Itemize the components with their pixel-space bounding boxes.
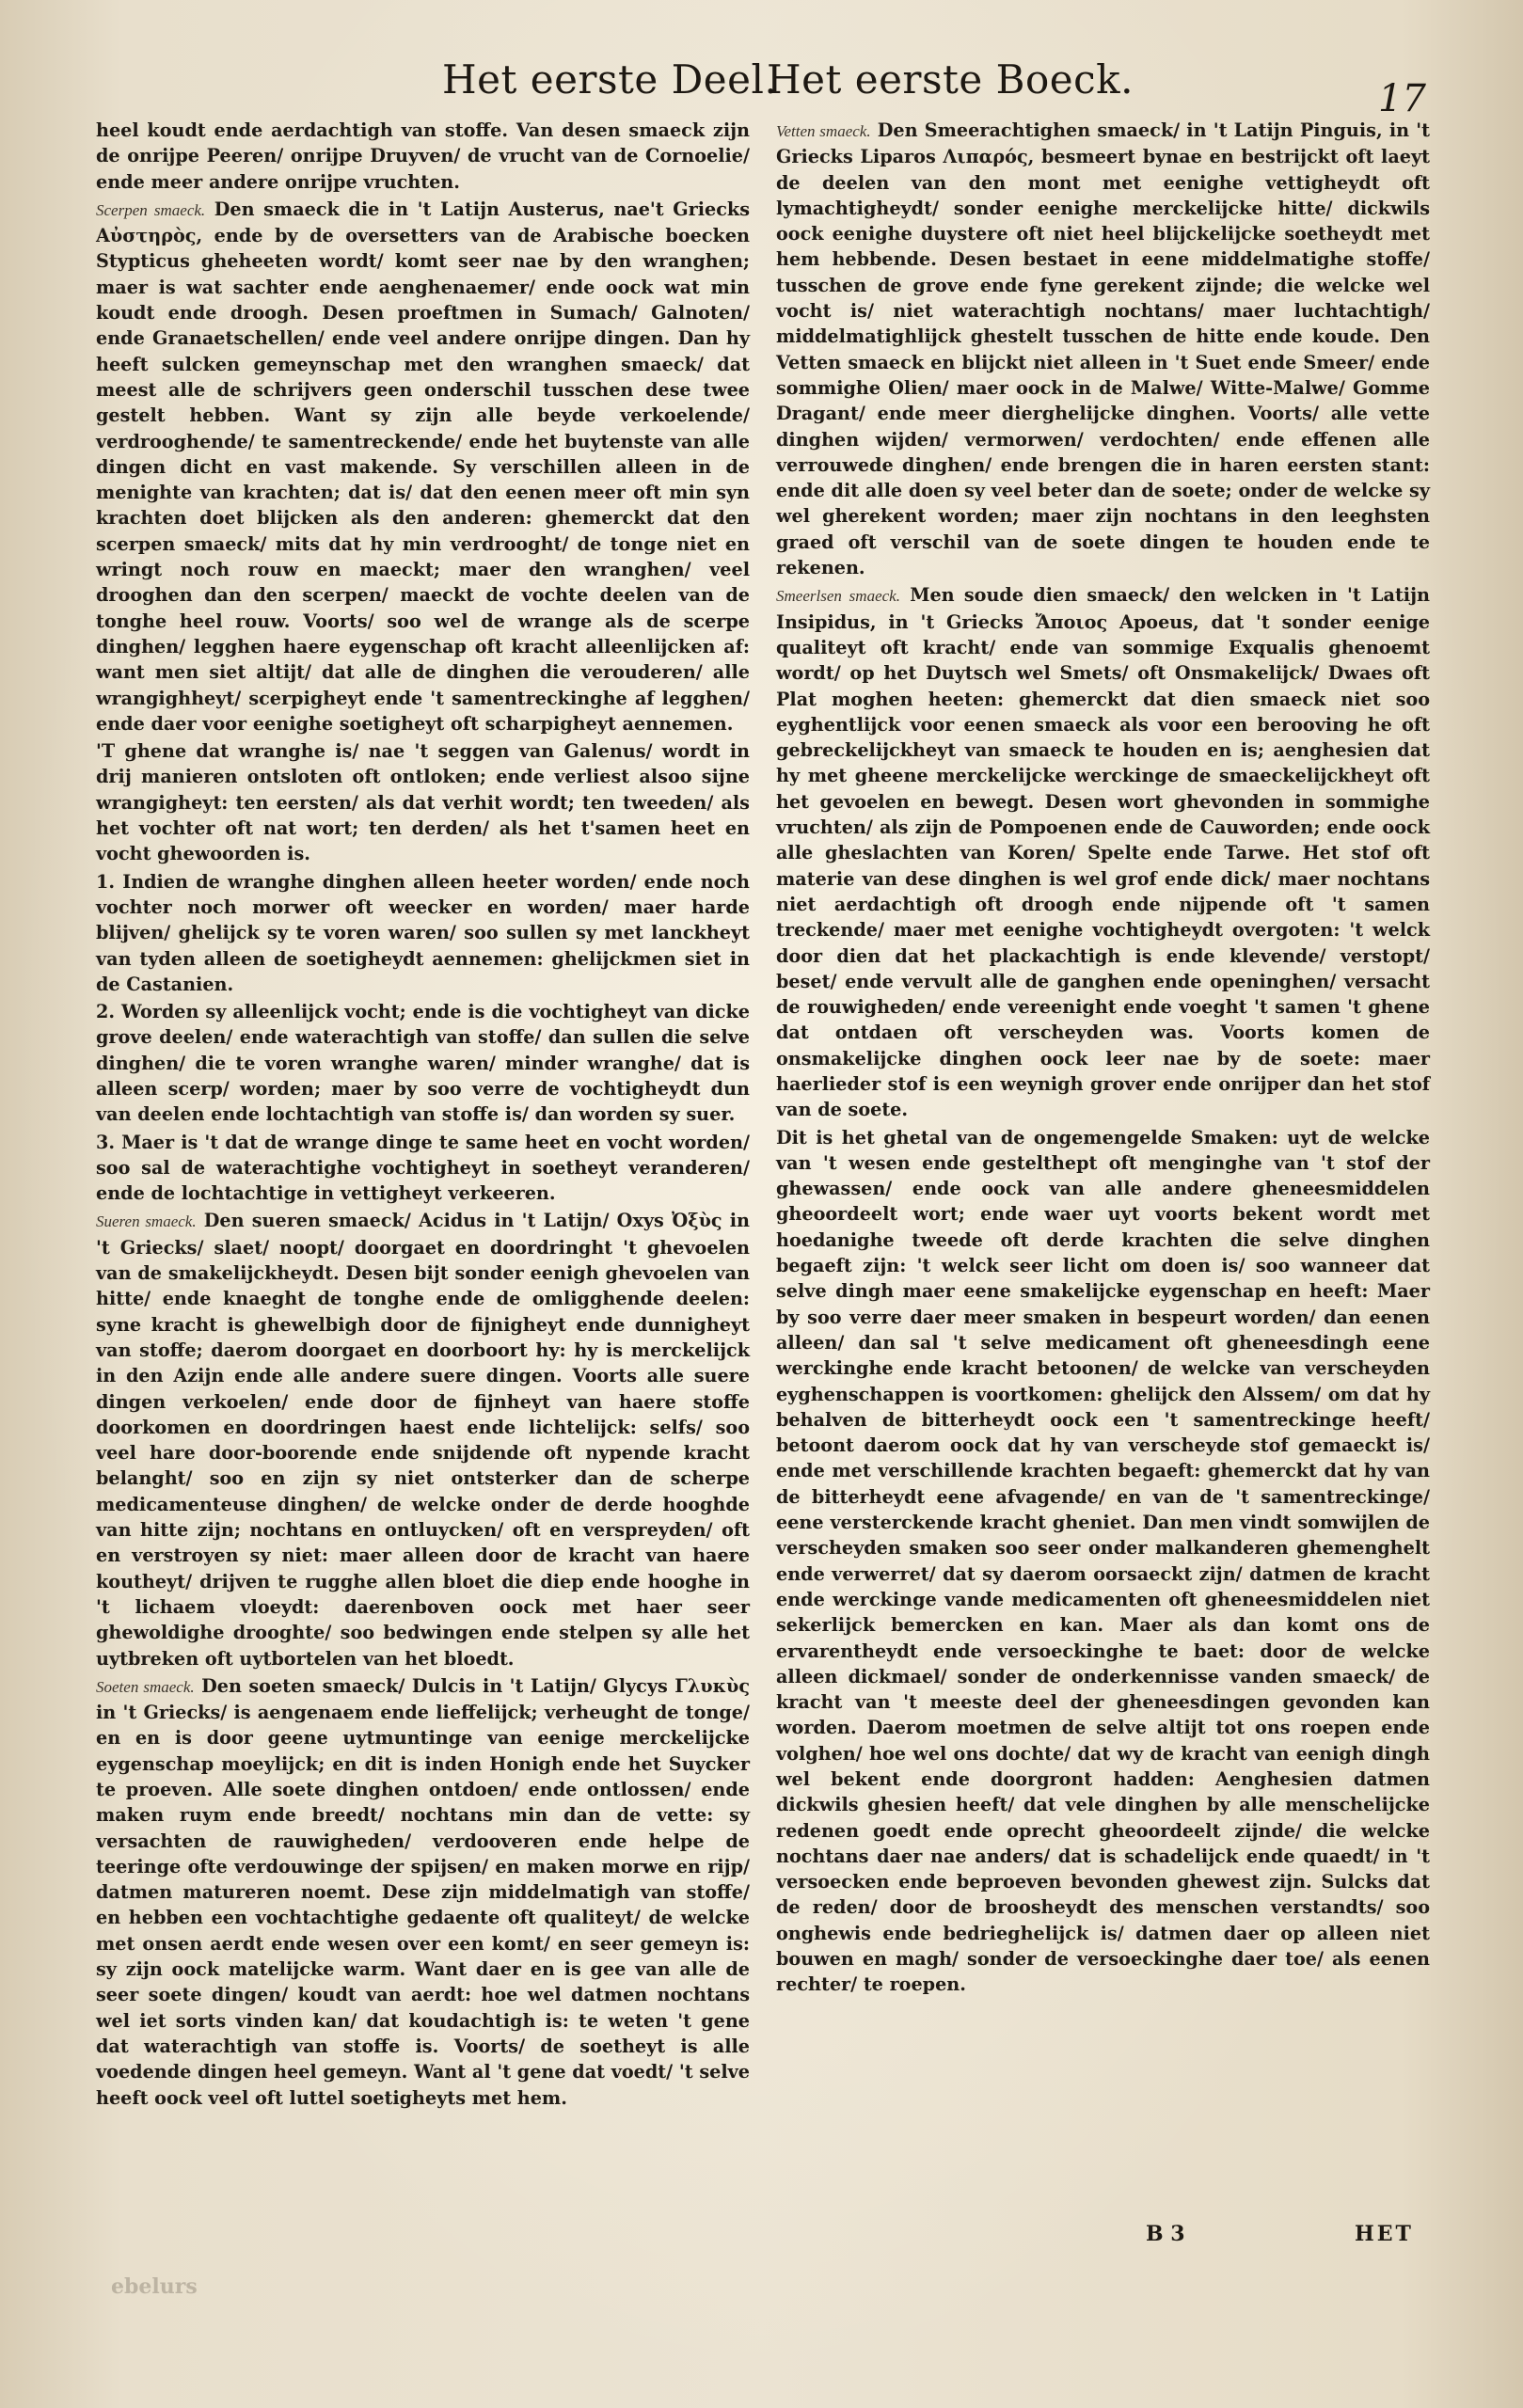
paragraph bbox=[96, 1208, 750, 1671]
paragraph bbox=[96, 869, 750, 997]
margin-rubric: Sueren smaeck. bbox=[96, 1212, 197, 1231]
margin-rubric: Soeten smaeck. bbox=[96, 1677, 195, 1696]
signature-mark: B 3 bbox=[1146, 2222, 1185, 2246]
paragraph-text: 1. Indien de wranghe dinghen alleen heeter worden/ ende noch vochter noch morwer oft weecker en worden/ maer harde blijven/ ghelijck sy te voren waren/ soo sullen sy met lanckheyt van tyden alleen de soetigheydt aennemen: ghelijckmen siet in de Castanien. bbox=[96, 870, 750, 995]
paragraph-text: Den smaeck die in 't Latijn Austerus, nae't Griecks Αὐστηρὸς, ende by de oversetters van de Arabische boecken Stypticus gheheeten wordt/ komt seer nae by den wranghen; maer is wat sachter ende aenghenaemer/ ende oock wat min koudt ende droogh. Desen proeftmen in Sumach/ Galnoten/ ende Granaetschellen/ ende veel andere onrijpe dingen. Dan hy heeft sulcken gemeynschap met den wranghen smaeck/ dat meest alle de schrijvers geen onderschil tusschen dese twee gestelt hebben. Want sy zijn alle beyde verkoelende/ verdrooghende/ te samentreckende/ ende het buytenste van alle dingen dicht en vast makende. Sy verschillen alleen in de menighte van krachten; dat is/ dat den eenen meer oft min syn krachten doet blijcken als den anderen: ghemerckt dat den scerpen smaeck/ mits dat hy min verdrooght/ de tonge niet en wringt noch rouw en maeckt; maer den wranghen/ veel drooghen dan den scerpen/ maeckt de vochte deelen van de tonghe heel rouw. Voorts/ soo wel de wrange als de scerpe dinghen/ legghen haere eygenschap oft kracht alleenlijcken af: want men siet altijt/ dat alle de dinghen die verouderen/ alle wrangighheyt/ scerpigheyt ende 't samentreckinghe af legghen/ ende daer voor eenighe soetigheyt oft scharpigheyt aennemen. bbox=[96, 198, 751, 735]
paragraph-text: Den soeten smaeck/ Dulcis in 't Latijn/ Glycys Γλυκὺς in 't Griecks/ is aengenaem ende lieffelijck; verheught de tonge/ en en is door geene uytmuntinge van eenige merckelijcke eygenschap moeylijck; en dit is inden Honigh ende het Suycker te proeven. Alle soete dinghen ontdoen/ ende ontlossen/ ende maken ruym ende breedt/ nochtans min dan de vette: sy versachten de rauwigheden/ verdooveren ende helpe de teeringe ofte verdouwinge der spijsen/ en maken morwe en rijp/ datmen matureren noemt. Dese zijn middelmatigh van stoffe/ en hebben een vochtachtighe gedaente oft qualiteyt/ de welcke met onsen aerdt ende wesen over een komt/ en seer gemeyn is: sy zijn oock matelijcke warm. Want daer en is gee van alle de seer soete dingen/ koudt van aerdt: hoe wel datmen nochtans wel iet sorts vinden kan/ dat koudachtigh is: te weten 't gene dat waterachtigh van stoffe is. Voorts/ de soetheyt is alle voedende dingen heel gemeyn. Want al 't gene dat voedt/ 't selve heeft oock veel oft luttel soetigheyts met hem. bbox=[96, 1674, 750, 2109]
running-head-book: Het eerste Boeck. bbox=[767, 56, 1134, 103]
running-head-part: Het eerste Deel. bbox=[442, 56, 778, 103]
paragraph-text: Men soude dien smaeck/ den welcken in 't Latijn Insipidus, in 't Griecks Ἄποιος Apoeus, dat 't sonder eenige qualiteyt oft kracht/ ende van sommige Exqualis ghenoemt wordt/ op het Duytsch wel Smets/ oft Onsmakelijck/ Dwaes oft Plat moghen heeten: ghemerckt dat dien smaeck niet soo eyghentlijck voor eenen smaeck als voor een berooving he oft gebreckelijckheyt van smaeck te houden en is; aenghesien dat hy met gheene merckelijcke werckinge de smaeckelijckheyt oft het gevoelen en bewegt. Desen wort ghevonden in sommighe vruchten/ als zijn de Pompoenen ende de Cauworden; ende oock alle gheslachten van Koren/ Spelte ende Tarwe. Het stof oft materie van dese dinghen is wel grof ende dick/ maer nochtans niet aerdachtigh oft droogh ende nijpende oft 't samen treckende/ maer met eenighe vochtigheydt overgoten: 't welck door dien dat het plackachtigh is ende klevende/ verstopt/ beset/ ende vervult alle de ganghen ende openinghen/ versacht de rouwigheden/ ende vereenight ende voeght 't samen 't ghene dat ontdaen oft verscheyden was. Voorts komen de onsmakelijcke dinghen oock leer nae by de soete: maer haerlieder stof is een weynigh grover ende onrijper dan het stof van de soete. bbox=[776, 584, 1430, 1121]
paragraph bbox=[96, 999, 750, 1127]
paragraph-text: heel koudt ende aerdachtigh van stoffe. Van desen smaeck zijn de onrijpe Peeren/ onrijpe Druyven/ de vrucht van de Cornoelie/ ende meer andere onrijpe vruchten. bbox=[96, 119, 750, 193]
paragraph-text: 3. Maer is 't dat de wrange dinge te same heet en vocht worden/ soo sal de waterachtighe vochtigheyt in soetheyt veranderen/ ende de lochtachtige in vettigheyt verkeeren. bbox=[96, 1131, 750, 1205]
bleed-through-text: ebelurs bbox=[111, 2274, 198, 2299]
paragraph-text: Den sueren smaeck/ Acidus in 't Latijn/ Oxys Ὀξὺς in 't Griecks/ slaet/ noopt/ doorgaet en doordringht 't ghevoelen van de smakelijckheydt. Desen bijt sonder eenigh ghevoelen van hitte/ ende knaeght de tonghe ende de omligghende deelen: syne kracht is ghewelbigh door de fijnigheyt ende dunnigheyt van stoffe; daerom doorgaet en doorboort hy: hy is merckelijck in den Azijn ende alle andere suere dingen. Voorts alle suere dingen verkoelen/ ende door de fijnheyt van haere stoffe doorkomen en doordringen haest ende lichtelijck: selfs/ soo veel hare door-boorende ende snijdende oft nypende kracht belanght/ soo en zijn sy niet ontsterker dan de scherpe medicamenteuse dinghen/ de welcke onder de derde hooghde van hitte zijn; nochtans en ontluycken/ oft en verspreyden/ oft en verstroyen sy niet: maer alleen door de kracht van haere koutheyt/ drijven te rugghe allen bloet die diep ende hooghe in 't lichaem vloeydt: daerenboven oock met haer seer ghewoldighe drooghte/ soo bedwingen ende stelpen sy alle het uytbreken oft uytbortelen van het bloedt. bbox=[96, 1210, 750, 1670]
paragraph bbox=[776, 582, 1430, 1122]
margin-rubric: Vetten smaeck. bbox=[776, 122, 871, 140]
paragraph bbox=[776, 118, 1430, 580]
paragraph bbox=[96, 1673, 750, 2111]
margin-rubric: Scerpen smaeck. bbox=[96, 200, 206, 219]
catchword: HET bbox=[1355, 2222, 1414, 2246]
paragraph bbox=[96, 738, 750, 866]
running-head bbox=[0, 56, 1523, 120]
margin-rubric: Smeerlsen smaeck. bbox=[776, 587, 900, 606]
paragraph-text: Dit is het ghetal van de ongemengelde Smaken: uyt de welcke van 't wesen ende gestelthept oft menginghe van 't stof der ghewassen/ ende oock van alle andere gheneesmiddelen gheoordeelt wort; ende waer uyt voorts bekent wordt met hoedanighe tweede oft derde krachten die selve dinghen begaeft zijn: 't welck seer licht om doen is/ soo wanneer dat selve dingh maer eene smakelijcke eygenschap en heeft: Maer by soo verre daer meer smaken in bespeurt worden/ dan eenen alleen/ dan sal 't selve medicament oft gheneesdingh eene werckinghe ende kracht betoonen/ de welcke van verscheyden eyghenschappen is voortkomen: ghelijck den Alssem/ om dat hy behalven de bitterheydt oock een 't samentreckinge heeft/ betoont daerom oock dat hy van verscheyde stof gemaeckt is/ ende met verschillende krachten begaeft: ghemerckt dat hy van de bitterheydt eene afvagende/ en van de 't samentreckinge/ eene versterckende kracht gheniet. Dan men vindt somwijlen de verscheyden smaken soo seer onder malkanderen ghemenghelt ende verwerret/ dat sy daerom oorsaeckt zijn/ datmen de kracht ende werckinge vande medicamenten oft gheneesmiddelen niet sekerlijck bemercken en kan. Maer als dan komt ons de ervarentheydt ende versoeckinghe te baet: door de welcke alleen dickmael/ sonder de onderkennisse vanden smaeck/ de kracht van 't meeste deel der gheneesdingen gevonden kan worden. Daerom moetmen de selve altijt tot ons roepen ende volghen/ hoe wel ons dochte/ dat wy de kracht van eenigh dingh wel bekent ende doorgront hadden: Aenghesien datmen dickwils ghesien heeft/ dat vele dinghen by alle menschelijcke redenen goedt ende oprecht gheoordeelt zijnde/ die welcke nochtans daer nae anders/ dat is schadelijck ende quaedt/ in 't versoecken ende beproeven bevonden ghewest zijn. Sulcks dat de reden/ door de broosheydt des menschen verstandts/ soo onghewis ende bedrieghelijck is/ datmen daer op alleen niet bouwen en magh/ sonder de versoeckinghe daer toe/ als eenen rechter/ te roepen. bbox=[776, 1126, 1430, 1996]
paragraph-text: Den Smeerachtighen smaeck/ in 't Latijn Pinguis, in 't Griecks Liparos Λιπαρός, besmeert bynae en bestrijckt oft laeyt de deelen van den mont met eenighe vettigheydt oft lymachtigheydt/ sonder eenighe merckelijcke hitte/ dickwils oock eenighe duystere oft niet heel blijckelijcke soetheydt met hem hebbende. Desen bestaet in eene middelmatighe stoffe/ tusschen de grove ende fyne gerekent zijnde; die welcke wel vocht is/ niet waterachtigh nochtans/ maer luchtachtigh/ middelmatighlijck ghestelt tusschen de hitte ende koude. Den Vetten smaeck en blijckt niet alleen in 't Suet ende Smeer/ ende sommighe Olien/ maer oock in de Malwe/ Witte-Malwe/ Gomme Dragant/ ende meer dierghelijcke dinghen. Voorts/ alle vette dinghen wijden/ vermorwen/ verdochten/ ende effenen alle verrouwede dinghen/ ende brengen die in haren eersten stant: ende dit alle doen sy veel beter dan de soete; onder de welcke sy wel gherekent worden; maer zijn nochtans in den leeghsten graed oft verschil van de soete dingen te houden ende te rekenen. bbox=[776, 119, 1430, 579]
left-text-column bbox=[96, 118, 750, 2281]
paragraph bbox=[96, 118, 750, 195]
paragraph-text: 2. Worden sy alleenlijck vocht; ende is die vochtigheyt van dicke grove deelen/ ende waterachtigh van stoffe/ dan sullen die selve dinghen/ die te voren wranghe waren/ minder wranghe/ dat is alleen scerp/ worden; maer by soo verre de vochtigheydt dun van deelen ende lochtachtigh van stoffe is/ dan worden sy suer. bbox=[96, 1001, 750, 1126]
paragraph bbox=[776, 1125, 1430, 1998]
page-number: 17 bbox=[1378, 77, 1426, 120]
right-text-column bbox=[776, 118, 1430, 2159]
paragraph-text: 'T ghene dat wranghe is/ nae 't seggen van Galenus/ wordt in drij manieren ontsloten oft ontloken; ende verliest alsoo sijne wrangigheyt: ten eersten/ als dat verhit wordt; ten tweeden/ als het vochter oft nat wort; ten derden/ als het t'samen heet en vocht ghewoorden is. bbox=[96, 740, 750, 865]
paragraph bbox=[96, 197, 750, 737]
paragraph bbox=[96, 1130, 750, 1207]
